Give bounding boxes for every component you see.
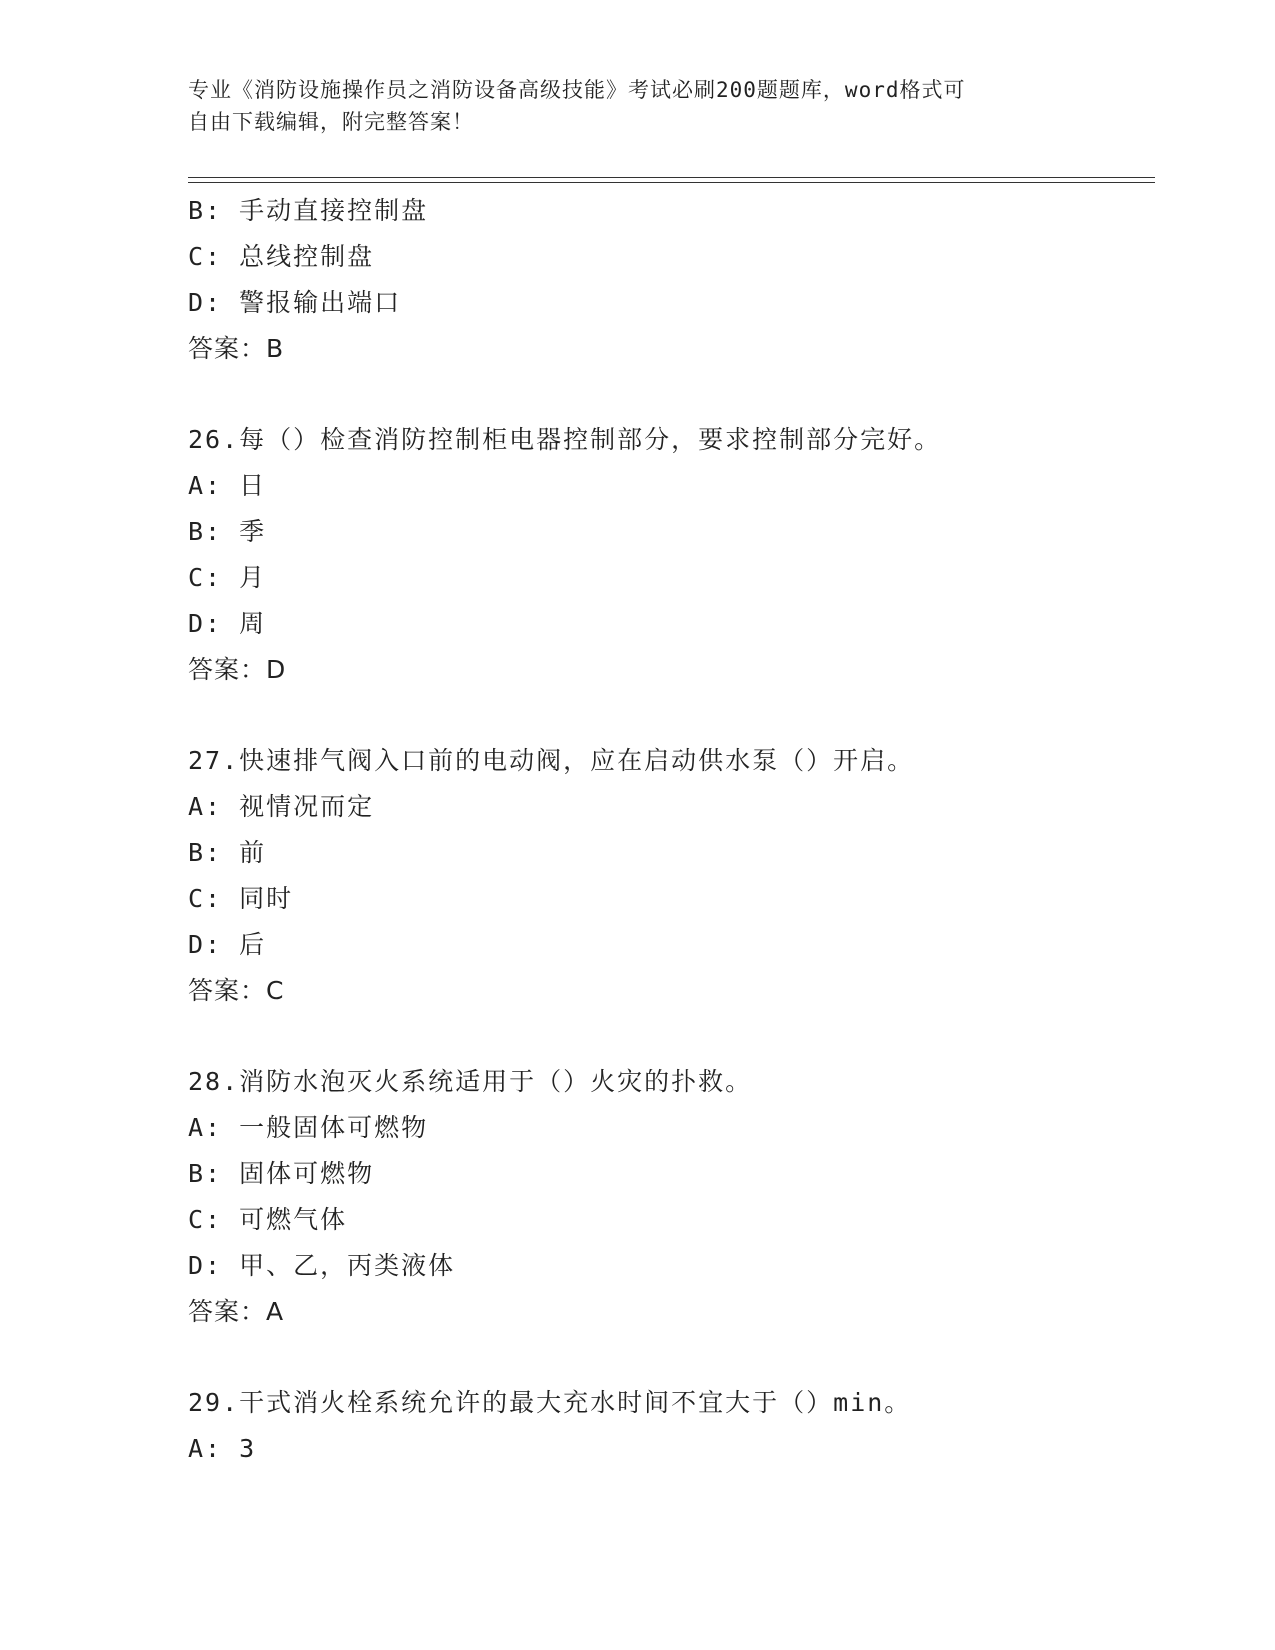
question-text: 28.消防水泡灭火系统适用于（）火灾的扑救。 — [188, 1067, 753, 1096]
option-c: C: 可燃气体 — [188, 1205, 348, 1234]
question-text: 29.干式消火栓系统允许的最大充水时间不宜大于（）min。 — [188, 1388, 912, 1417]
spacer — [188, 1014, 1155, 1059]
header-line-1: 专业《消防设施操作员之消防设备高级技能》考试必刷200题题库，word格式可 — [188, 78, 966, 102]
question-29 — [188, 1380, 1155, 1472]
option-c: C: 同时 — [188, 884, 294, 913]
answer-line: 答案：A — [188, 1297, 285, 1326]
answer-line: 答案：D — [188, 655, 287, 684]
option-d: D: 警报输出端口 — [188, 288, 402, 317]
spacer — [188, 1335, 1155, 1380]
option-a: A: 视情况而定 — [188, 792, 375, 821]
answer-line: 答案：C — [188, 976, 285, 1005]
option-b: B: 手动直接控制盘 — [188, 196, 429, 225]
question-26 — [188, 417, 1155, 693]
option-a: A: 3 — [188, 1434, 257, 1463]
option-d: D: 周 — [188, 609, 267, 638]
option-b: B: 前 — [188, 838, 267, 867]
option-c: C: 总线控制盘 — [188, 242, 375, 271]
option-d: D: 后 — [188, 930, 267, 959]
option-a: A: 日 — [188, 471, 267, 500]
option-b: B: 季 — [188, 517, 267, 546]
question-text: 27.快速排气阀入口前的电动阀，应在启动供水泵（）开启。 — [188, 746, 915, 775]
header-divider-bottom — [188, 182, 1155, 183]
header-line-2: 自由下载编辑，附完整答案！ — [188, 110, 474, 134]
option-d: D: 甲、乙，丙类液体 — [188, 1251, 456, 1280]
question-28 — [188, 1059, 1155, 1335]
spacer — [188, 693, 1155, 738]
question-fragment — [188, 188, 1155, 372]
answer-line: 答案：B — [188, 334, 285, 363]
question-text: 26.每（）检查消防控制柜电器控制部分，要求控制部分完好。 — [188, 425, 942, 454]
question-list — [188, 188, 1155, 1472]
option-b: B: 固体可燃物 — [188, 1159, 375, 1188]
spacer — [188, 372, 1155, 417]
document-header — [188, 74, 1068, 138]
header-divider-top — [188, 177, 1155, 178]
option-c: C: 月 — [188, 563, 267, 592]
question-27 — [188, 738, 1155, 1014]
option-a: A: 一般固体可燃物 — [188, 1113, 429, 1142]
